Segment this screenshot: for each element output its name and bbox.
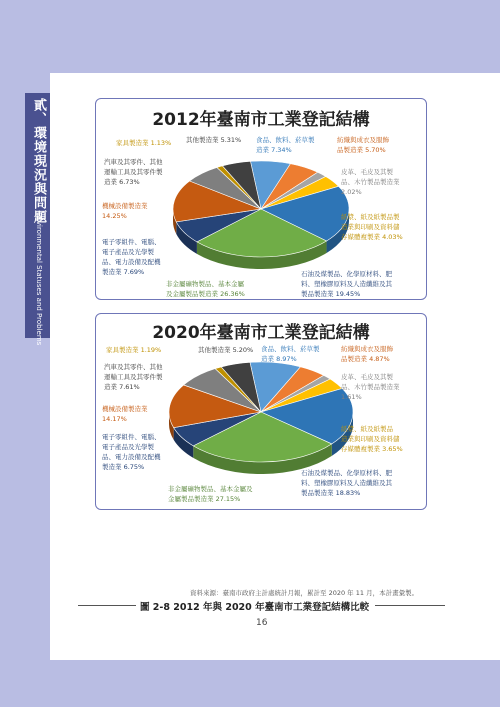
chapter-title: 貳、環境現況與問題 bbox=[31, 98, 46, 224]
slice-label-line: 品、電力設備及配機 bbox=[102, 453, 161, 461]
slice-label-line: 機械設備製造業 bbox=[102, 202, 148, 210]
slice-label-line: 製造業 7.69% bbox=[102, 268, 145, 276]
slice-label-line: 及金屬製品製造業 26.36% bbox=[166, 290, 245, 298]
slice-label-line: 食品、飲料、菸草製 bbox=[261, 345, 320, 353]
slice-label-line: 紙漿、紙及紙製品製 bbox=[341, 213, 400, 221]
slice-label-line: 品、電力設備及配機 bbox=[102, 258, 161, 266]
slice-label-electronics bbox=[102, 237, 161, 277]
slice-label-line: 紡織與成衣及服飾 bbox=[337, 136, 389, 144]
slice-label-leather bbox=[341, 167, 400, 197]
header-band bbox=[0, 0, 500, 73]
slice-label-line: 其他製造業 5.31% bbox=[186, 136, 242, 144]
slice-label-line: 金屬製品製造業 27.15% bbox=[168, 495, 241, 503]
slice-label-line: 造業 8.97% bbox=[261, 355, 297, 363]
slice-label-line: 石油及煤製品、化學原材料、肥 bbox=[301, 270, 392, 278]
slice-label-line: 製造業 6.75% bbox=[102, 463, 145, 471]
chart-title: 2012年臺南市工業登記結構 bbox=[152, 110, 370, 130]
slice-label-textile bbox=[341, 344, 393, 364]
slice-label-line: 14.17% bbox=[102, 415, 127, 423]
source-note: 資料來源：臺南市政府主計處統計月報，累計至 2020 年 11 月，本計畫彙製。 bbox=[190, 589, 419, 597]
slice-label-paper bbox=[341, 424, 403, 454]
slice-label-line: 造業與印刷及資料儲 bbox=[341, 435, 400, 443]
slice-label-line: 食品、飲料、菸草製 bbox=[256, 136, 315, 144]
chart-2012 bbox=[95, 98, 427, 300]
slice-label-auto bbox=[104, 157, 163, 187]
slice-label-line: 14.25% bbox=[102, 212, 127, 220]
chapter-subtitle-en: Environmental Statuses and Problems bbox=[35, 212, 43, 346]
slice-label-line: 1.61% bbox=[341, 393, 362, 401]
slice-label-machinery bbox=[102, 404, 148, 424]
slice-label-line: 汽車及其零件、其他 bbox=[104, 158, 163, 166]
slice-label-line: 其他製造業 5.20% bbox=[198, 346, 254, 354]
slice-label-chem bbox=[301, 468, 392, 498]
chart-title: 2020年臺南市工業登記結構 bbox=[152, 323, 370, 343]
slice-label-nonmetal bbox=[166, 279, 245, 299]
slice-label-line: 機械設備製造業 bbox=[102, 405, 148, 413]
slice-label-line: 2.02% bbox=[341, 188, 362, 196]
slice-label-line: 料、塑橡膠原料及人造纖維及其 bbox=[301, 479, 392, 487]
slice-label-line: 紡織與成衣及服飾 bbox=[341, 345, 393, 353]
slice-label-food bbox=[261, 344, 320, 364]
slice-label-line: 家具製造業 1.13% bbox=[116, 139, 172, 147]
slice-label-line: 品製造業 5.70% bbox=[337, 146, 386, 154]
slice-label-line: 品、木竹製品製造業 bbox=[341, 383, 400, 391]
slice-label-other bbox=[186, 135, 241, 145]
slice-label-electronics bbox=[102, 432, 161, 472]
slice-label-line: 運輸工具及其零件製 bbox=[104, 373, 163, 381]
slice-label-line: 造業 7.34% bbox=[256, 146, 292, 154]
slice-label-line: 存媒體複製業 4.03% bbox=[341, 233, 403, 241]
page-number: 16 bbox=[256, 618, 268, 628]
slice-label-line: 電子零組件、電腦、 bbox=[102, 238, 161, 246]
slice-label-textile bbox=[337, 135, 389, 155]
slice-label-leather bbox=[341, 372, 400, 402]
slice-label-furniture bbox=[116, 138, 171, 148]
slice-label-auto bbox=[104, 362, 163, 392]
slice-label-furniture bbox=[106, 345, 161, 355]
slice-label-line: 非金屬礦物製品、基本金屬及 bbox=[168, 485, 253, 493]
slice-label-line: 運輸工具及其零件製 bbox=[104, 168, 163, 176]
slice-label-line: 紙漿、紙及紙製品 bbox=[341, 425, 393, 433]
slice-label-line: 製品製造業 19.45% bbox=[301, 290, 361, 298]
slice-label-line: 石油及煤製品、化學原材料、肥 bbox=[301, 469, 392, 477]
slice-label-line: 造業與印刷及資料儲 bbox=[341, 223, 400, 231]
chart-2020 bbox=[95, 313, 427, 510]
slice-label-line: 製品製造業 18.83% bbox=[301, 489, 361, 497]
slice-label-line: 家具製造業 1.19% bbox=[106, 346, 162, 354]
slice-label-paper bbox=[341, 212, 403, 242]
slice-label-line: 造業 7.61% bbox=[104, 383, 140, 391]
slice-label-line: 品、木竹製品製造業 bbox=[341, 178, 400, 186]
slice-label-line: 品製造業 4.87% bbox=[341, 355, 390, 363]
footer-band bbox=[0, 660, 500, 707]
caption-rule-left bbox=[78, 605, 136, 606]
slice-label-machinery bbox=[102, 201, 148, 221]
slice-label-line: 電子產品及光學製 bbox=[102, 443, 154, 451]
slice-label-line: 皮革、毛皮及其製 bbox=[341, 373, 393, 381]
slice-label-line: 電子產品及光學製 bbox=[102, 248, 154, 256]
slice-label-line: 汽車及其零件、其他 bbox=[104, 363, 163, 371]
caption-rule-right bbox=[375, 605, 445, 606]
slice-label-other bbox=[198, 345, 253, 355]
slice-label-nonmetal bbox=[168, 484, 253, 504]
figure-caption: 圖 2-8 2012 年與 2020 年臺南市工業登記結構比較 bbox=[140, 602, 370, 613]
slice-label-line: 料、塑橡膠原料及人造纖維及其 bbox=[301, 280, 392, 288]
slice-label-line: 非金屬礦物製品、基本金屬 bbox=[166, 280, 244, 288]
slice-label-line: 皮革、毛皮及其製 bbox=[341, 168, 393, 176]
slice-label-chem bbox=[301, 269, 392, 299]
slice-label-food bbox=[256, 135, 315, 155]
slice-label-line: 造業 6.73% bbox=[104, 178, 140, 186]
slice-label-line: 存媒體複製業 3.65% bbox=[341, 445, 403, 453]
slice-label-line: 電子零組件、電腦、 bbox=[102, 433, 161, 441]
